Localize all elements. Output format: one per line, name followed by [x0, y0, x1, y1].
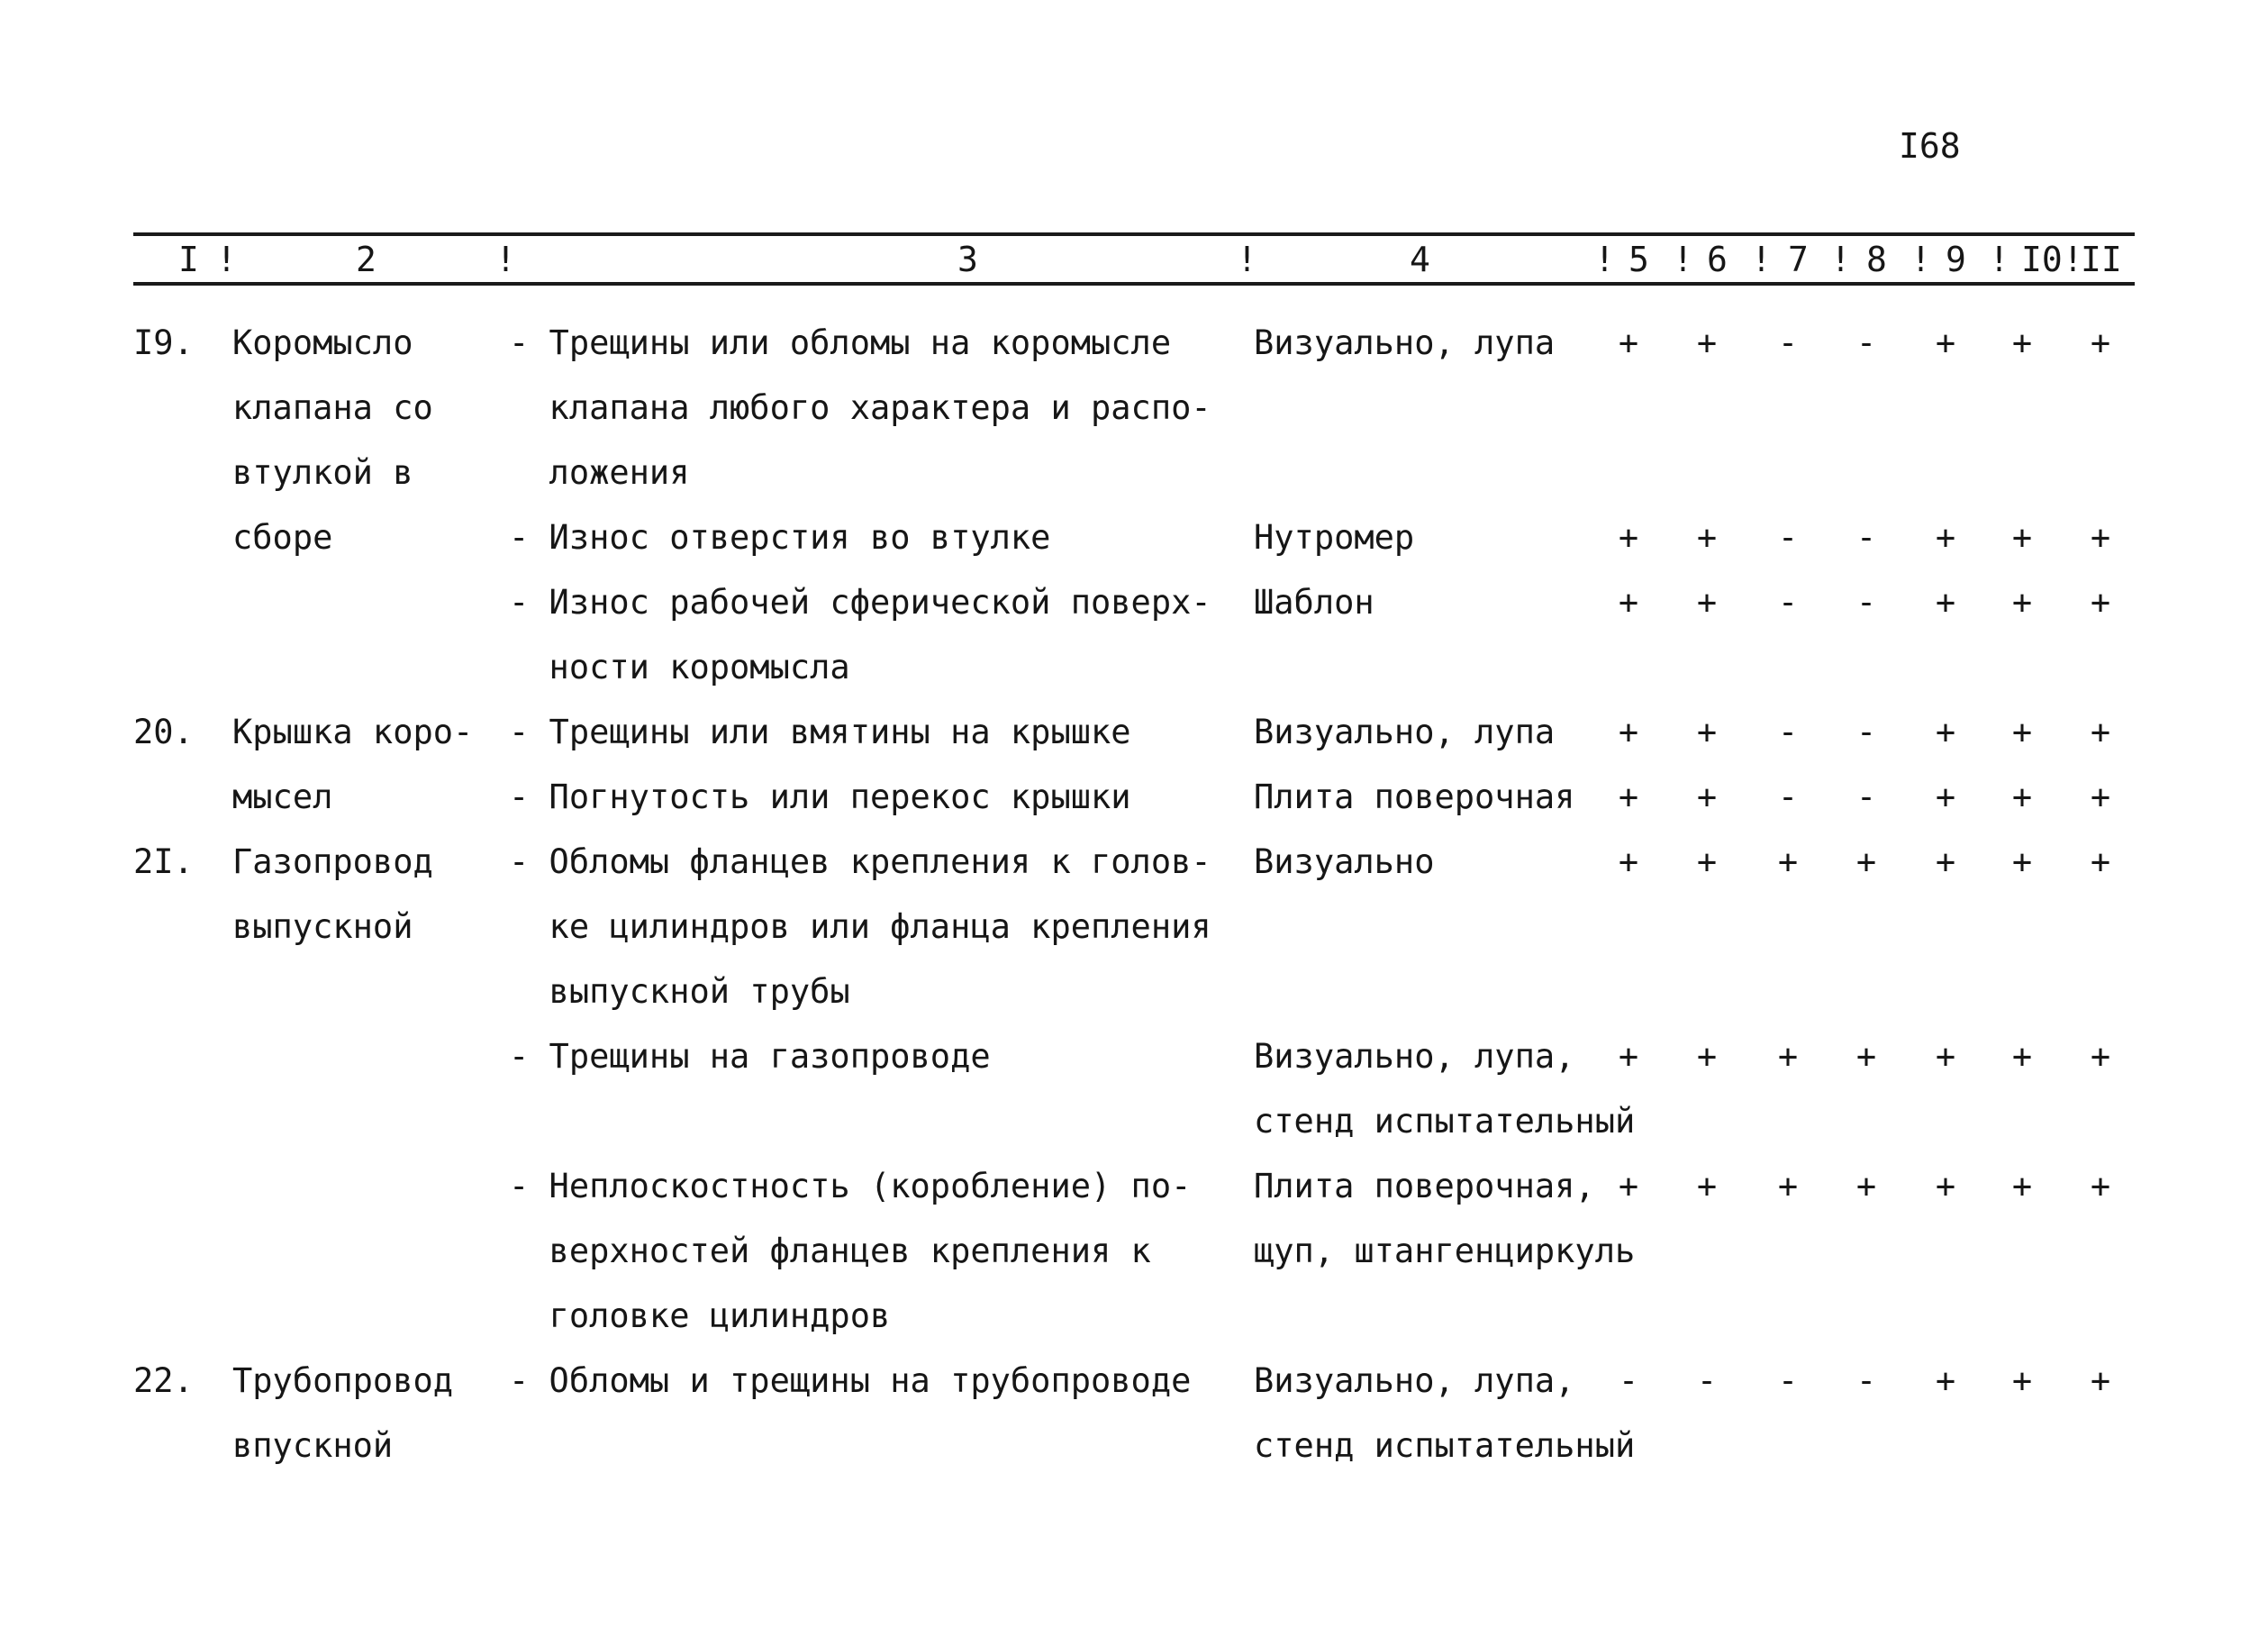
applicability-mark: + — [2011, 1361, 2033, 1400]
applicability-mark: + — [1696, 1037, 1718, 1076]
applicability-mark: + — [1696, 1167, 1718, 1205]
page-number: I68 — [1899, 126, 1961, 166]
applicability-mark: - — [1855, 518, 1877, 557]
applicability-mark: + — [1618, 1167, 1639, 1205]
header-col-3: 3 — [957, 240, 978, 279]
defect-description-line: ке цилиндров или фланца крепления — [509, 907, 1211, 946]
applicability-mark: + — [1935, 713, 1956, 751]
header-separator: ! — [1910, 240, 1931, 279]
applicability-mark: - — [1777, 518, 1799, 557]
applicability-mark: + — [1618, 842, 1639, 881]
header-col-7: 7 — [1788, 240, 1809, 279]
header-col-4: 4 — [1410, 240, 1430, 279]
defect-description-line: - Обломы фланцев крепления к голов- — [509, 842, 1211, 881]
applicability-mark: + — [2011, 713, 2033, 751]
defect-description-line: ности коромысла — [509, 648, 850, 687]
applicability-mark: + — [2090, 583, 2111, 622]
item-number: 20. — [133, 713, 194, 751]
header-bottom-rule — [133, 282, 2135, 286]
applicability-mark: + — [1935, 1361, 1956, 1400]
applicability-mark: + — [1935, 778, 1956, 816]
item-name-line: Трубопровод — [232, 1361, 454, 1400]
header-col-1: I — [178, 240, 199, 279]
defect-description-line: - Трещины на газопроводе — [509, 1037, 991, 1076]
applicability-mark: + — [2090, 1167, 2111, 1205]
defect-description-line: - Износ отверстия во втулке — [509, 518, 1051, 557]
applicability-mark: + — [1696, 778, 1718, 816]
applicability-mark: + — [1618, 323, 1639, 362]
applicability-mark: + — [1618, 778, 1639, 816]
applicability-mark: + — [1696, 518, 1718, 557]
item-name-line: втулкой в — [232, 453, 413, 492]
inspection-method-line: Визуально, лупа — [1254, 323, 1556, 362]
applicability-mark: - — [1696, 1361, 1718, 1400]
defect-description-line: - Неплоскостность (коробление) по- — [509, 1167, 1192, 1205]
inspection-method-line: Шаблон — [1254, 583, 1374, 622]
applicability-mark: + — [2011, 778, 2033, 816]
applicability-mark: + — [2011, 842, 2033, 881]
header-separator: ! — [216, 240, 237, 279]
applicability-mark: + — [1935, 1167, 1956, 1205]
defect-description-line: - Погнутость или перекос крышки — [509, 778, 1131, 816]
applicability-mark: - — [1618, 1361, 1639, 1400]
header-separator: ! — [1594, 240, 1615, 279]
applicability-mark: + — [1935, 1037, 1956, 1076]
applicability-mark: + — [2090, 323, 2111, 362]
applicability-mark: - — [1777, 583, 1799, 622]
inspection-method-line: Плита поверочная, — [1254, 1167, 1595, 1205]
defect-description-line: - Обломы и трещины на трубопроводе — [509, 1361, 1192, 1400]
header-col-8: 8 — [1866, 240, 1887, 279]
applicability-mark: - — [1777, 778, 1799, 816]
defect-description-line: клапана любого характера и распо- — [509, 388, 1211, 427]
item-number: 2I. — [133, 842, 194, 881]
applicability-mark: - — [1855, 713, 1877, 751]
applicability-mark: + — [2090, 778, 2111, 816]
applicability-mark: + — [1618, 583, 1639, 622]
applicability-mark: + — [1855, 1037, 1877, 1076]
header-separator: ! — [1673, 240, 1693, 279]
inspection-method-line: Нутромер — [1254, 518, 1415, 557]
applicability-mark: + — [2011, 518, 2033, 557]
defect-description-line: выпускной трубы — [509, 972, 850, 1011]
inspection-method-line: Визуально, лупа — [1254, 713, 1556, 751]
item-number: I9. — [133, 323, 194, 362]
item-name-line: клапана со — [232, 388, 433, 427]
header-separator: ! — [2063, 240, 2083, 279]
applicability-mark: - — [1855, 583, 1877, 622]
header-col-5: 5 — [1628, 240, 1649, 279]
applicability-mark: + — [1696, 713, 1718, 751]
applicability-mark: - — [1777, 323, 1799, 362]
item-name-line: впускной — [232, 1426, 394, 1465]
applicability-mark: + — [1696, 583, 1718, 622]
applicability-mark: + — [1777, 1037, 1799, 1076]
item-name-line: Газопровод — [232, 842, 433, 881]
applicability-mark: + — [1855, 1167, 1877, 1205]
item-number: 22. — [133, 1361, 194, 1400]
inspection-method-line: стенд испытательный — [1254, 1426, 1636, 1465]
applicability-mark: - — [1777, 713, 1799, 751]
inspection-method-line: Визуально, лупа, — [1254, 1037, 1575, 1076]
defect-description-line: - Износ рабочей сферической поверх- — [509, 583, 1211, 622]
applicability-mark: + — [2090, 713, 2111, 751]
item-name-line: выпускной — [232, 907, 413, 946]
item-name-line: сборе — [232, 518, 333, 557]
applicability-mark: + — [2090, 1037, 2111, 1076]
applicability-mark: + — [2090, 842, 2111, 881]
header-separator: ! — [495, 240, 516, 279]
applicability-mark: + — [1855, 842, 1877, 881]
defect-description-line: ложения — [509, 453, 690, 492]
header-col-11: II — [2081, 240, 2122, 279]
applicability-mark: + — [2090, 518, 2111, 557]
defect-description-line: - Трещины или вмятины на крышке — [509, 713, 1131, 751]
applicability-mark: - — [1777, 1361, 1799, 1400]
applicability-mark: + — [1618, 713, 1639, 751]
applicability-mark: - — [1855, 323, 1877, 362]
header-top-rule — [133, 232, 2135, 236]
item-name-line: Коромысло — [232, 323, 413, 362]
applicability-mark: - — [1855, 1361, 1877, 1400]
applicability-mark: + — [2011, 583, 2033, 622]
applicability-mark: + — [1696, 842, 1718, 881]
header-separator: ! — [1751, 240, 1772, 279]
inspection-method-line: щуп, штангенциркуль — [1254, 1232, 1636, 1270]
defect-description-line: головке цилиндров — [509, 1296, 891, 1335]
inspection-method-line: Плита поверочная — [1254, 778, 1575, 816]
applicability-mark: + — [2011, 1037, 2033, 1076]
inspection-method-line: стенд испытательный — [1254, 1102, 1636, 1141]
header-col-6: 6 — [1707, 240, 1728, 279]
header-separator: ! — [1237, 240, 1257, 279]
item-name-line: мысел — [232, 778, 333, 816]
applicability-mark: + — [1935, 518, 1956, 557]
applicability-mark: + — [1935, 323, 1956, 362]
applicability-mark: + — [2090, 1361, 2111, 1400]
applicability-mark: - — [1855, 778, 1877, 816]
header-col-9: 9 — [1946, 240, 1966, 279]
header-separator: ! — [1830, 240, 1851, 279]
header-separator: ! — [1989, 240, 2009, 279]
applicability-mark: + — [2011, 1167, 2033, 1205]
applicability-mark: + — [1777, 1167, 1799, 1205]
item-name-line: Крышка коро- — [232, 713, 474, 751]
applicability-mark: + — [2011, 323, 2033, 362]
inspection-method-line: Визуально, лупа, — [1254, 1361, 1575, 1400]
applicability-mark: + — [1777, 842, 1799, 881]
defect-description-line: - Трещины или обломы на коромысле — [509, 323, 1172, 362]
applicability-mark: + — [1618, 1037, 1639, 1076]
applicability-mark: + — [1696, 323, 1718, 362]
defect-description-line: верхностей фланцев крепления к — [509, 1232, 1151, 1270]
header-col-2: 2 — [356, 240, 376, 279]
header-col-10: I0 — [2021, 240, 2063, 279]
applicability-mark: + — [1935, 842, 1956, 881]
applicability-mark: + — [1618, 518, 1639, 557]
applicability-mark: + — [1935, 583, 1956, 622]
inspection-method-line: Визуально — [1254, 842, 1435, 881]
